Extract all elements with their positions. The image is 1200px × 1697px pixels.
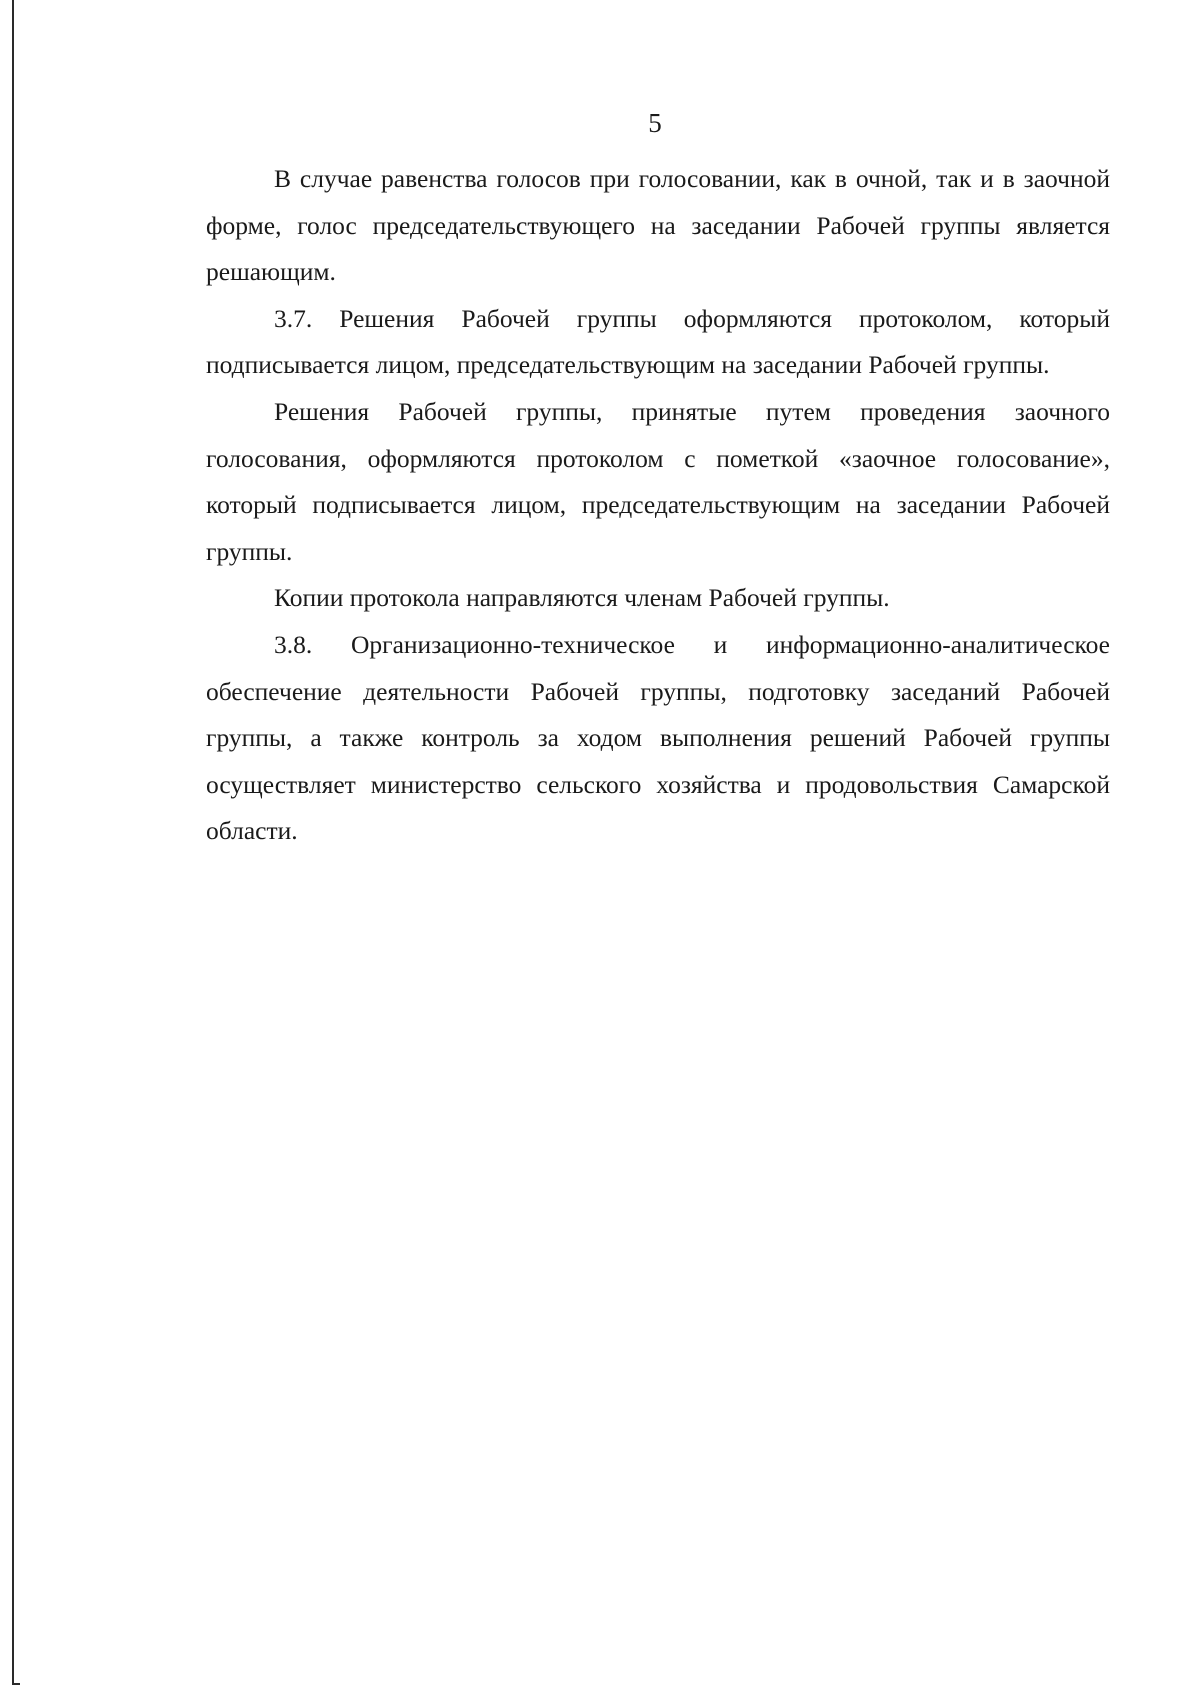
- page-number: 5: [648, 108, 662, 138]
- scan-edge-line: [12, 0, 14, 1685]
- document-body: [206, 156, 1110, 855]
- paragraph-tie-vote: В случае равенства голосов при голосовании, как в очной, так и в заочной форме, голос председательствующего на заседании Рабочей группы является решающим.: [206, 164, 1110, 287]
- paragraph-absentee-vote: Решения Рабочей группы, принятые путем проведения заочного голосования, оформляются протоколом с пометкой «заочное голосование», который подписывается лицом, председательствующим на заседании Рабочей группы.: [206, 396, 1110, 566]
- scan-edge-corner: [12, 1683, 20, 1685]
- paragraph-3-8: 3.8. Организационно-техническое и информационно-аналитическое обеспечение деятельности Рабочей группы, подготовку заседаний Рабочей группы, а также контроль за ходом выполнения решений Рабочей группы осуществляет министерство сельского хозяйства и продовольствия Самарской области.: [206, 629, 1110, 846]
- paragraph-protocol-copies: Копии протокола направляются членам Рабочей группы.: [274, 583, 890, 613]
- paragraph-3-7: 3.7. Решения Рабочей группы оформляются протоколом, который подписывается лицом, председательствующим на заседании Рабочей группы.: [206, 303, 1110, 380]
